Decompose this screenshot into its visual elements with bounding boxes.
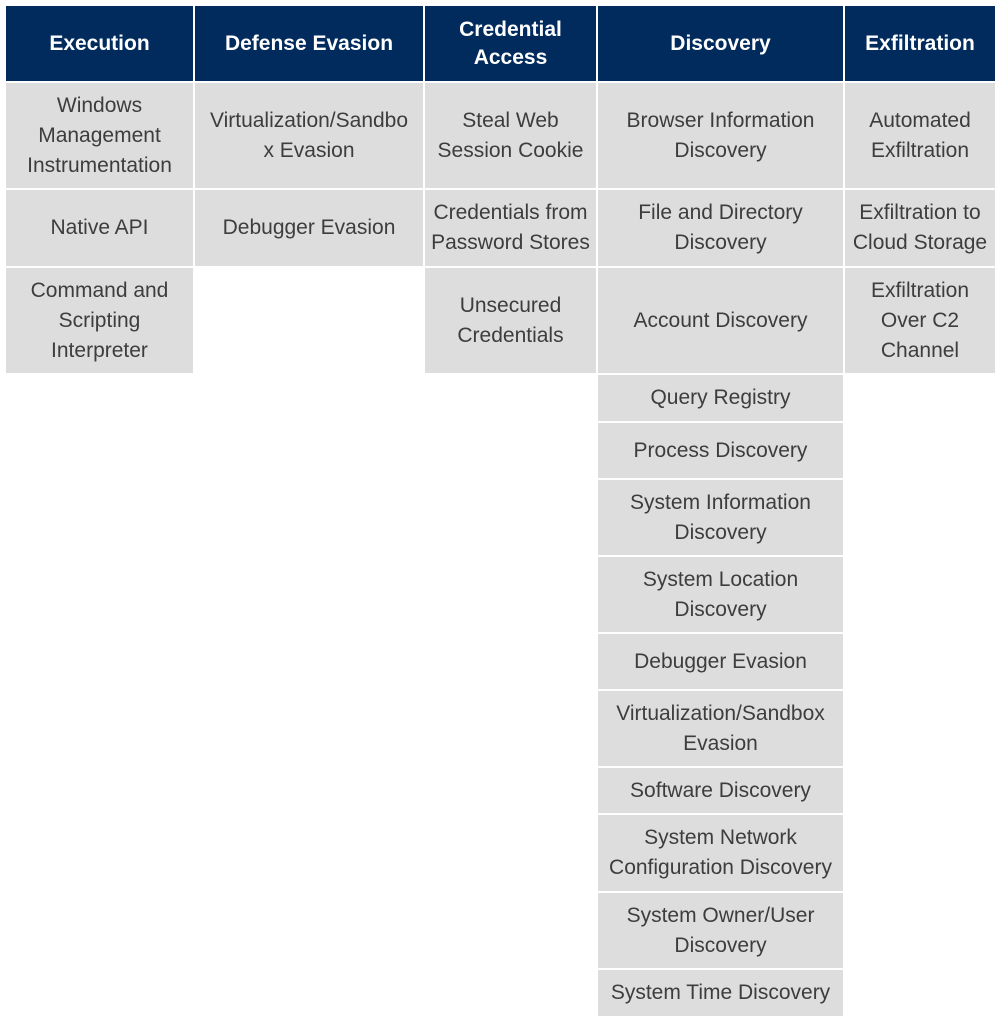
technique-cell: Browser Information Discovery	[598, 83, 843, 188]
technique-cell: Credentials from Password Stores	[425, 190, 596, 266]
technique-cell: Process Discovery	[598, 423, 843, 478]
technique-cell: Exfiltration Over C2 Channel	[845, 268, 995, 373]
technique-cell: Software Discovery	[598, 768, 843, 813]
tactic-header-credential-access: Credential Access	[425, 6, 596, 81]
technique-cell: System Owner/User Discovery	[598, 893, 843, 968]
technique-cell: System Time Discovery	[598, 970, 843, 1016]
technique-cell: System Information Discovery	[598, 480, 843, 555]
tactic-header-discovery: Discovery	[598, 6, 843, 81]
technique-cell: File and Directory Discovery	[598, 190, 843, 266]
technique-cell: Account Discovery	[598, 268, 843, 373]
tactic-header-execution: Execution	[6, 6, 193, 81]
technique-cell: Native API	[6, 190, 193, 266]
technique-cell: Windows Management Instrumentation	[6, 83, 193, 188]
technique-cell: Command and Scripting Interpreter	[6, 268, 193, 373]
technique-cell: Query Registry	[598, 375, 843, 421]
technique-cell: Unsecured Credentials	[425, 268, 596, 373]
technique-cell: Exfiltration to Cloud Storage	[845, 190, 995, 266]
technique-cell: System Network Configuration Discovery	[598, 815, 843, 891]
technique-cell: Steal Web Session Cookie	[425, 83, 596, 188]
technique-cell: Automated Exfiltration	[845, 83, 995, 188]
tactic-header-defense-evasion: Defense Evasion	[195, 6, 423, 81]
technique-cell: Debugger Evasion	[195, 190, 423, 266]
technique-cell: System Location Discovery	[598, 557, 843, 632]
technique-cell: Debugger Evasion	[598, 634, 843, 689]
tactic-header-exfiltration: Exfiltration	[845, 6, 995, 81]
technique-cell: Virtualization/Sandbox Evasion	[598, 691, 843, 766]
technique-cell: Virtualization/Sandbo x Evasion	[195, 83, 423, 188]
